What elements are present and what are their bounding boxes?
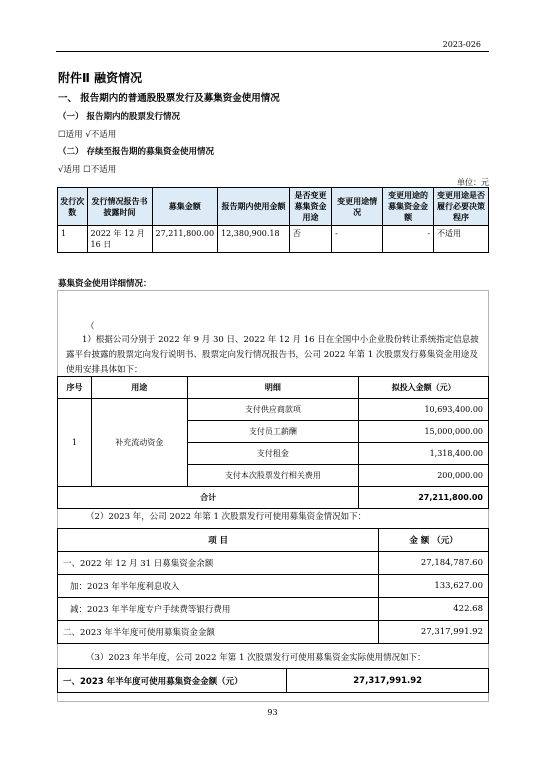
- detail-label: 募集资金使用详细情况：: [58, 279, 152, 289]
- column-header: 序号: [58, 377, 92, 399]
- applicability-issuance: ☐适用 √不适用: [58, 130, 117, 140]
- item-cell: 一、2022 年 12 月 31 日募集资金余额: [58, 552, 379, 575]
- item-cell: 加：2023 年半年度利息收入: [58, 575, 379, 598]
- available-funds-paragraph: （2）2023 年，公司 2022 年第 1 次股票发行可使用募集资金情况如下：: [86, 512, 367, 522]
- annex-title: 附件Ⅱ 融资情况: [58, 71, 143, 85]
- open-paren: （: [86, 322, 95, 332]
- fund-summary-table: [57, 187, 489, 253]
- column-header: 金 额 （元）: [379, 529, 489, 552]
- item-cell: 二、2023 年半年度可使用募集资金金额: [58, 621, 379, 644]
- column-header: 报告期内使用金额: [218, 188, 290, 226]
- table-row: [58, 399, 489, 421]
- table-header-row: [58, 377, 489, 399]
- amount-cell: 10,693,400.00: [359, 399, 489, 421]
- table-cell: -: [332, 226, 383, 253]
- item-cell: 一、2023 年半年度可使用募集资金金额（元）: [58, 669, 287, 693]
- actual-usage-paragraph: （3）2023 年半年度，公司 2022 年第 1 次股票发行可使用募集资金实际使用情况如下：: [86, 653, 426, 663]
- header-divider: [56, 51, 489, 52]
- item-cell: 支付租金: [187, 443, 358, 465]
- amount-cell: 422.68: [379, 598, 489, 621]
- item-cell: 支付本次股票发行相关费用: [187, 465, 358, 487]
- usage-plan-table: [57, 376, 489, 509]
- total-label: 合计: [58, 487, 359, 509]
- table-row: [58, 226, 489, 253]
- item-cell: 支付供应商款项: [187, 399, 358, 421]
- column-header: 用途: [91, 377, 187, 399]
- table-row: [58, 621, 489, 644]
- amount-cell: 200,000.00: [359, 465, 489, 487]
- table-header-row: [58, 188, 489, 226]
- item-cell: 减：2023 年半年度专户手续费等银行费用: [58, 598, 379, 621]
- section-heading: 一、 报告期内的普通股股票发行及募集资金使用情况: [58, 93, 280, 104]
- amount-cell: 15,000,000.00: [359, 421, 489, 443]
- column-header: 变更用途情况: [332, 188, 383, 226]
- column-header: 明细: [187, 377, 358, 399]
- table-cell: 否: [289, 226, 331, 253]
- column-header: 发行次数: [58, 188, 88, 226]
- table-row: [58, 552, 489, 575]
- column-header: 拟投入金额（元）: [359, 377, 489, 399]
- table-row: [58, 669, 489, 693]
- available-funds-table: [57, 528, 489, 644]
- subsection-heading-fund-usage: （二） 存续至报告期的募集资金使用情况: [58, 147, 214, 157]
- table-row: [58, 575, 489, 598]
- table-cell: 1: [58, 226, 88, 253]
- column-header: 发行情况报告书披露时间: [87, 188, 152, 226]
- column-header: 项 目: [58, 529, 379, 552]
- report-code: 2023-026: [442, 40, 481, 49]
- amount-cell: 27,317,991.92: [379, 621, 489, 644]
- subsection-heading-issuance: （一） 报告期内的股票发行情况: [58, 112, 180, 122]
- column-header: 变更用途是否履行必要决策程序: [434, 188, 489, 226]
- table-cell: -: [383, 226, 434, 253]
- amount-cell: 133,627.00: [379, 575, 489, 598]
- unit-label: 单位：元: [457, 178, 489, 187]
- amount-cell: 27,184,787.60: [379, 552, 489, 575]
- table-header-row: [58, 529, 489, 552]
- item-cell: 支付员工薪酬: [187, 421, 358, 443]
- total-row: [58, 487, 489, 509]
- table-cell: 27,211,800.00: [152, 226, 218, 253]
- table-cell: 12,380,900.18: [218, 226, 290, 253]
- amount-cell: 1,318,400.00: [359, 443, 489, 465]
- seq-cell: 1: [58, 399, 92, 487]
- column-header: 募集金额: [152, 188, 218, 226]
- usage-paragraph: 1）根据公司分别于 2022 年 9 月 30 日、2022 年 12 月 16 日在全国中小企业股份转让系统指定信息披露平台披露的股票定向发行说明书、股票定向发行情况报告书，公司 2022 年第 1 次股票发行募集资金用途及使用安排具体如下：: [66, 335, 479, 375]
- table-row: [58, 598, 489, 621]
- page-number: 93: [267, 708, 278, 717]
- table-cell: 2022 年 12 月 16 日: [87, 226, 152, 253]
- column-header: 变更用途的募集资金金额: [383, 188, 434, 226]
- column-header: 是否变更募集资金用途: [289, 188, 331, 226]
- purpose-cell: 补充流动资金: [91, 399, 187, 487]
- table-cell: 不适用: [434, 226, 489, 253]
- actual-usage-table: [57, 668, 489, 693]
- applicability-fund-usage: √适用 ☐不适用: [58, 165, 117, 175]
- total-amount: 27,211,800.00: [359, 487, 489, 509]
- amount-cell: 27,317,991.92: [287, 669, 489, 693]
